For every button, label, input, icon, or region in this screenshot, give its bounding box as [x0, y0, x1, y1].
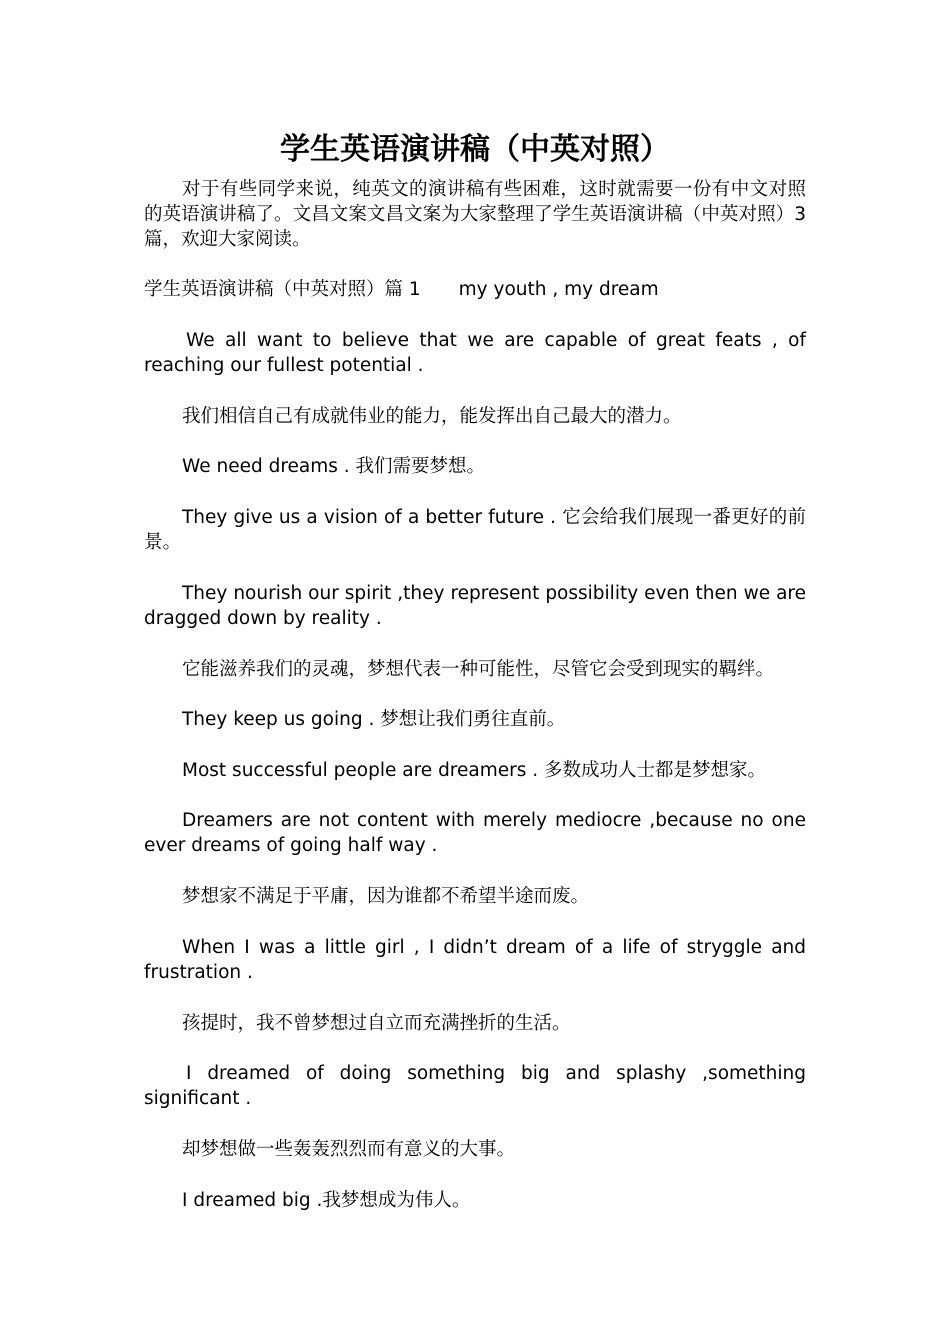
paragraph: 却梦想做一些轰轰烈烈而有意义的大事。 [182, 1139, 516, 1160]
intro-paragraph: 对于有些同学来说，纯英文的演讲稿有些困难，这时就需要一份有中文对照的英语演讲稿了。文昌文案文昌文案为大家整理了学生英语演讲稿（中英对照）3 篇，欢迎大家阅读。 [144, 179, 806, 250]
paragraph: When I was a little girl , I didn’t dream of a life of stryggle and frustration . [144, 937, 806, 983]
paragraph: Most successful people are dreamers . 多数成功人士都是梦想家。 [182, 760, 767, 781]
paragraph: 它能滋养我们的灵魂，梦想代表一种可能性，尽管它会受到现实的羁绊。 [182, 659, 775, 680]
paragraph: Dreamers are not content with merely mediocre ,because no one ever dreams of going half way . [144, 810, 806, 856]
document-title: 学生英语演讲稿（中英对照） [280, 132, 670, 167]
paragraph: 我们相信自己有成就伟业的能力，能发挥出自己最大的潜力。 [182, 406, 682, 427]
section-label: 学生英语演讲稿（中英对照）篇 1 [144, 279, 421, 300]
paragraph: 梦想家不满足于平庸，因为谁都不希望半途而废。 [182, 886, 590, 907]
paragraph: We all want to believe that we are capable of great feats , of reaching our fullest potential . [144, 330, 806, 376]
section-heading [144, 277, 806, 302]
paragraph: I dreamed of doing something big and splashy ,something significant . [144, 1063, 806, 1109]
paragraph: They keep us going . 梦想让我们勇往直前。 [182, 709, 566, 730]
paragraph: We need dreams . 我们需要梦想。 [182, 456, 486, 477]
paragraph: They give us a vision of a better future . 它会给我们展现一番更好的前景。 [144, 507, 806, 553]
paragraph: I dreamed big .我梦想成为伟人。 [182, 1190, 471, 1211]
paragraph: 孩提时，我不曾梦想过自立而充满挫折的生活。 [182, 1013, 571, 1034]
paragraph: They nourish our spirit ,they represent possibility even then we are dragged down by reality . [144, 583, 806, 629]
section-subtitle: my youth , my dream [458, 279, 659, 300]
